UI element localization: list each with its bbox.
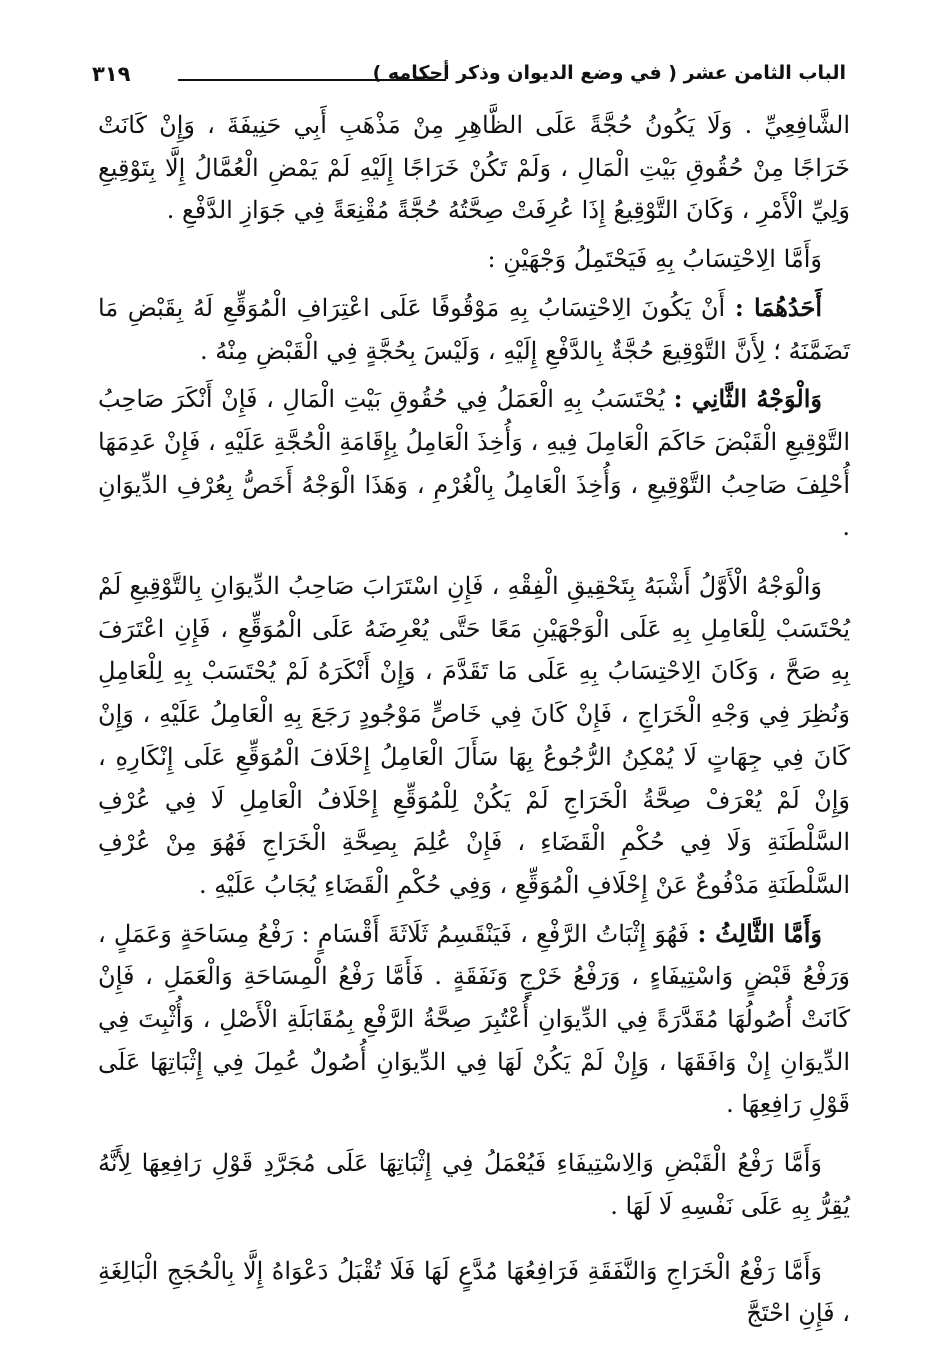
paragraph-6 <box>98 913 850 1127</box>
paragraph-8 <box>98 1250 850 1335</box>
paragraph-text: وَأَمَّا رَفْعُ الْقَبْضِ وَالِاسْتِيفَاءِ فَيُعْمَلُ فِي إِثْبَاتِهَا عَلَى مُجَرَّدِ قَوْلِ رَافِعِهَا لِأَنَّهُ يُقِرُّ بِهِ عَلَى نَفْسِهِ لَا لَهَا . <box>98 1149 850 1220</box>
paragraph-2 <box>98 238 850 281</box>
paragraph-lead: وَأَمَّا الثَّالِثُ : <box>697 918 822 948</box>
paragraph-text: وَالْوَجْهُ الْأَوَّلُ أَشْبَهُ بِتَحْقِيقِ الْفِقْهِ ، فَإِنِ اسْتَرَابَ صَاحِبُ الدِّيوَانِ بِالتَّوْقِيعِ لَمْ يُحْتَسَبْ لِلْعَامِلِ بِهِ عَلَى الْوَجْهَيْنِ مَعًا حَتَّى يُعْرِضَهُ عَلَى الْمُوَقِّعِ ، فَإِنِ اعْتَرَفَ بِهِ صَحَّ ، وَكَانَ الِاحْتِسَابُ بِهِ عَلَى مَا تَقَدَّمَ ، وَإِنْ أَنْكَرَهُ لَمْ يُحْتَسَبْ بِهِ لِلْعَامِلِ وَنُظِرَ فِي وَجْهِ الْخَرَاجِ ، فَإِنْ كَانَ فِي خَاصٍّ مَوْجُودٍ رَجَعَ بِهِ الْعَامِلُ عَلَيْهِ ، وَإِنْ كَانَ فِي جِهَاتٍ لَا يُمْكِنُ الرُّجُوعُ بِهَا سَأَلَ الْعَامِلُ إِحْلَافَ الْمُوَقِّعِ عَلَى إِنْكَارِهِ ، وَإِنْ لَمْ يُعْرَفْ صِحَّةُ الْخَرَاجِ لَمْ يَكُنْ لِلْمُوَقِّعِ إِحْلَافُ الْعَامِلِ لَا فِي عُرْفِ السَّلْطَنَةِ وَلَا فِي حُكْمِ الْقَضَاءِ ، فَإِنْ عُلِمَ بِصِحَّةِ الْخَرَاجِ فَهُوَ مِنْ عُرْفِ السَّلْطَنَةِ مَدْفُوعٌ عَنْ إِحْلَافِ الْمُوَقِّعِ ، وَفِي حُكْمِ الْقَضَاءِ يُجَابُ عَلَيْهِ . <box>98 572 850 899</box>
paragraph-lead: وَالْوَجْهُ الثَّانِي : <box>673 384 822 414</box>
paragraph-3 <box>98 287 850 372</box>
paragraph-text: يُحْتَسَبُ بِهِ الْعَمَلُ فِي حُقُوقِ بَيْتِ الْمَالِ ، فَإِنْ أَنْكَرَ صَاحِبُ التَّوْقِيعِ الْقَبْضَ حَاكَمَ الْعَامِلَ فِيهِ ، وَأُخِذَ الْعَامِلُ بِإِقَامَةِ الْحُجَّةِ عَلَيْهِ ، فَإِنْ عَدِمَهَا أُحْلِفَ صَاحِبُ التَّوْقِيعِ ، وَأُخِذَ الْعَامِلُ بِالْغُرْمِ ، وَهَذَا الْوَجْهُ أَخَصُّ بِعُرْفِ الدِّيوَانِ . <box>98 385 850 542</box>
paragraph-7 <box>98 1142 850 1227</box>
paragraph-text: وَأَمَّا رَفْعُ الْخَرَاجِ وَالنَّفَقَةِ فَرَافِعُهَا مُدَّعٍ لَهَا فَلَا تُقْبَلُ دَعْوَاهُ إِلَّا بِالْحُجَجِ الْبَالِغَةِ ، فَإِنِ احْتَجَّ <box>98 1256 850 1328</box>
paragraph-4 <box>98 378 850 549</box>
header-rule <box>178 79 446 81</box>
running-header <box>92 62 846 98</box>
paragraph-5 <box>98 565 850 907</box>
chapter-title: الباب الثامن عشر ( في وضع الديوان وذكر أحكامه ) <box>372 62 846 84</box>
paragraph-1 <box>98 104 850 232</box>
paragraph-lead: أَحَدُهُمَا : <box>734 292 822 322</box>
paragraph-text: الشَّافِعِيِّ . وَلَا يَكُونُ حُجَّةً عَلَى الظَّاهِرِ مِنْ مَذْهَبِ أَبِي حَنِيفَةَ ، وَإِنْ كَانَتْ خَرَاجًا مِنْ حُقُوقِ بَيْتِ الْمَالِ ، وَلَمْ تَكُنْ خَرَاجًا إِلَيْهِ لَمْ يَمْضِ الْعُمَّالُ إِلَّا بِتَوْقِيعِ وَلِيِّ الْأَمْرِ ، وَكَانَ التَّوْقِيعُ إِذَا عُرِفَتْ صِحَّتُهُ حُجَّةً مُقْنِعَةً فِي جَوَازِ الدَّفْعِ . <box>98 111 851 225</box>
paragraph-text: أَنْ يَكُونَ الِاحْتِسَابُ بِهِ مَوْقُوفًا عَلَى اعْتِرَافِ الْمُوَقِّعِ لَهُ بِقَبْضِ مَا تَضَمَّنَهُ ؛ لِأَنَّ التَّوْقِيعَ حُجَّةٌ بِالدَّفْعِ إِلَيْهِ ، وَلَيْسَ بِحُجَّةٍ فِي الْقَبْضِ مِنْهُ . <box>98 293 850 365</box>
page-number: ٣١٩ <box>92 62 131 86</box>
paragraph-text: فَهُوَ إِثْبَاتُ الرَّفْعِ ، فَيَنْقَسِمُ ثَلَاثَةَ أَقْسَامٍ : رَفْعُ مِسَاحَةٍ وَعَمَلٍ ، وَرَفْعُ قَبْضٍ وَاسْتِيفَاءٍ ، وَرَفْعُ خَرْجٍ وَنَفَقَةٍ . فَأَمَّا رَفْعُ الْمِسَاحَةِ وَالْعَمَلِ ، فَإِنْ كَانَتْ أُصُولُهَا مُقَدَّرَةً فِي الدِّيوَانِ أُعْتُبِرَ صِحَّةُ الرَّفْعِ بِمُقَابَلَةِ الْأَصْلِ ، وَأُثْبِتَ فِي الدِّيوَانِ إِنْ وَافَقَهَا ، وَإِنْ لَمْ يَكُنْ لَهَا فِي الدِّيوَانِ أُصُولٌ عُمِلَ فِي إِثْبَاتِهَا عَلَى قَوْلِ رَافِعِهَا . <box>98 919 850 1119</box>
paragraph-text: وَأَمَّا الِاحْتِسَابُ بِهِ فَيَحْتَمِلُ وَجْهَيْنِ : <box>487 245 822 274</box>
body-text <box>98 104 850 1335</box>
